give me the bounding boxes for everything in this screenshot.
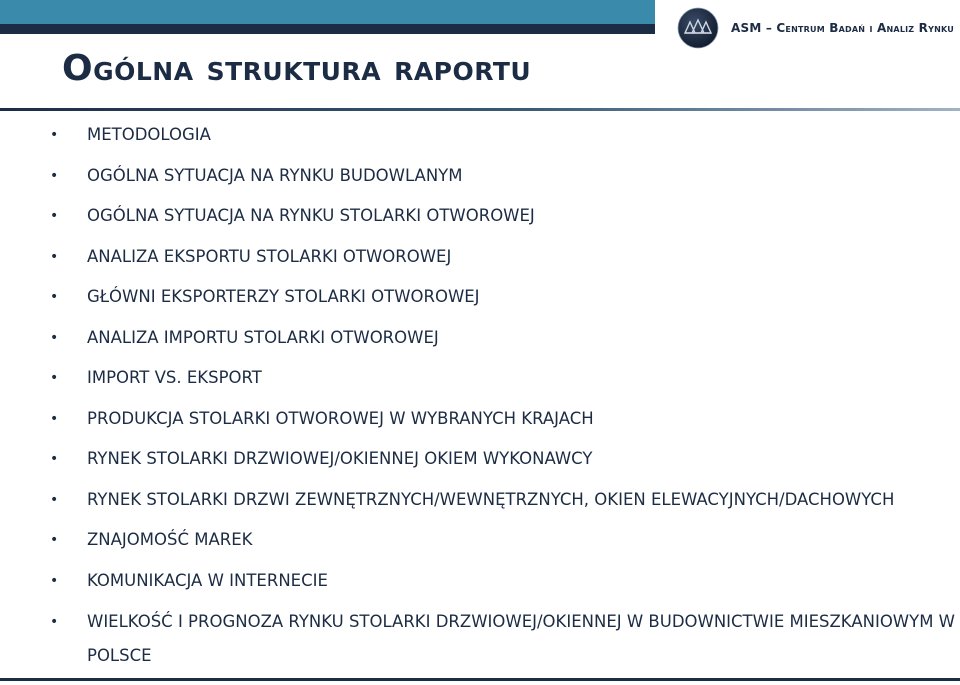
list-item xyxy=(50,402,955,443)
bullet-icon: • xyxy=(50,451,59,467)
list-item xyxy=(50,361,955,402)
bullet-icon: • xyxy=(50,127,59,143)
list-item-text: METODOLOGIA xyxy=(87,125,211,144)
list-item-text: ANALIZA IMPORTU STOLARKI OTWOROWEJ xyxy=(87,327,439,347)
list-item xyxy=(50,118,955,159)
top-accent-band-dark xyxy=(0,24,655,34)
brand-name: ASM – Centrum Badań i Analiz Rynku xyxy=(731,21,954,35)
list-item xyxy=(50,483,955,524)
list-item xyxy=(50,240,955,281)
list-item xyxy=(50,199,955,240)
bullet-icon: • xyxy=(50,329,59,346)
list-item-text: WIELKOŚĆ I PROGNOZA RYNKU STOLARKI DRZWIOWEJ/OKIENNEJ W BUDOWNICTWIE MIESZKANIOWYM W POLSCE xyxy=(87,612,955,665)
list-item-text: OGÓLNA SYTUACJA NA RYNKU BUDOWLANYM xyxy=(87,165,463,185)
list-item-text: PRODUKCJA STOLARKI OTWOROWEJ W WYBRANYCH KRAJACH xyxy=(87,408,594,428)
bullet-icon: • xyxy=(50,248,59,265)
bullet-icon: • xyxy=(50,572,59,589)
list-item-text: RYNEK STOLARKI DRZWIOWEJ/OKIENNEJ OKIEM WYKONAWCY xyxy=(87,449,593,468)
bullet-icon: • xyxy=(50,289,59,305)
title-underline xyxy=(0,108,960,111)
bullet-icon: • xyxy=(50,167,59,184)
list-item xyxy=(50,159,955,200)
brand-header xyxy=(677,6,954,50)
report-structure-list xyxy=(50,118,955,685)
bullet-icon: • xyxy=(50,491,59,508)
list-item xyxy=(50,321,955,362)
list-item-text: ANALIZA EKSPORTU STOLARKI OTWOROWEJ xyxy=(87,246,452,266)
list-item-text: GŁÓWNI EKSPORTERZY STOLARKI OTWOROWEJ xyxy=(87,287,480,306)
list-item xyxy=(50,564,955,605)
list-item xyxy=(50,280,955,321)
list-item xyxy=(50,604,955,685)
bullet-icon: • xyxy=(50,410,59,427)
top-accent-bar xyxy=(0,0,655,34)
page-title: Ogólna struktura raportu xyxy=(62,48,532,89)
list-item-text: ZNAJOMOŚĆ MAREK xyxy=(87,530,253,549)
list-item-text: RYNEK STOLARKI DRZWI ZEWNĘTRZNYCH/WEWNĘTRZNYCH, OKIEN ELEWACYJNYCH/DACHOWYCH xyxy=(87,489,895,509)
list-item xyxy=(50,523,955,564)
bullet-icon: • xyxy=(50,208,59,224)
top-accent-band-light xyxy=(0,0,655,24)
asm-logo-icon xyxy=(677,7,719,49)
bullet-icon: • xyxy=(50,370,59,386)
list-item xyxy=(50,442,955,483)
bullet-icon: • xyxy=(50,614,59,630)
list-item-text: OGÓLNA SYTUACJA NA RYNKU STOLARKI OTWOROWEJ xyxy=(87,206,535,225)
list-item-text: KOMUNIKACJA W INTERNECIE xyxy=(87,570,328,590)
list-item-text: IMPORT VS. EKSPORT xyxy=(87,368,262,387)
bullet-icon: • xyxy=(50,532,59,548)
